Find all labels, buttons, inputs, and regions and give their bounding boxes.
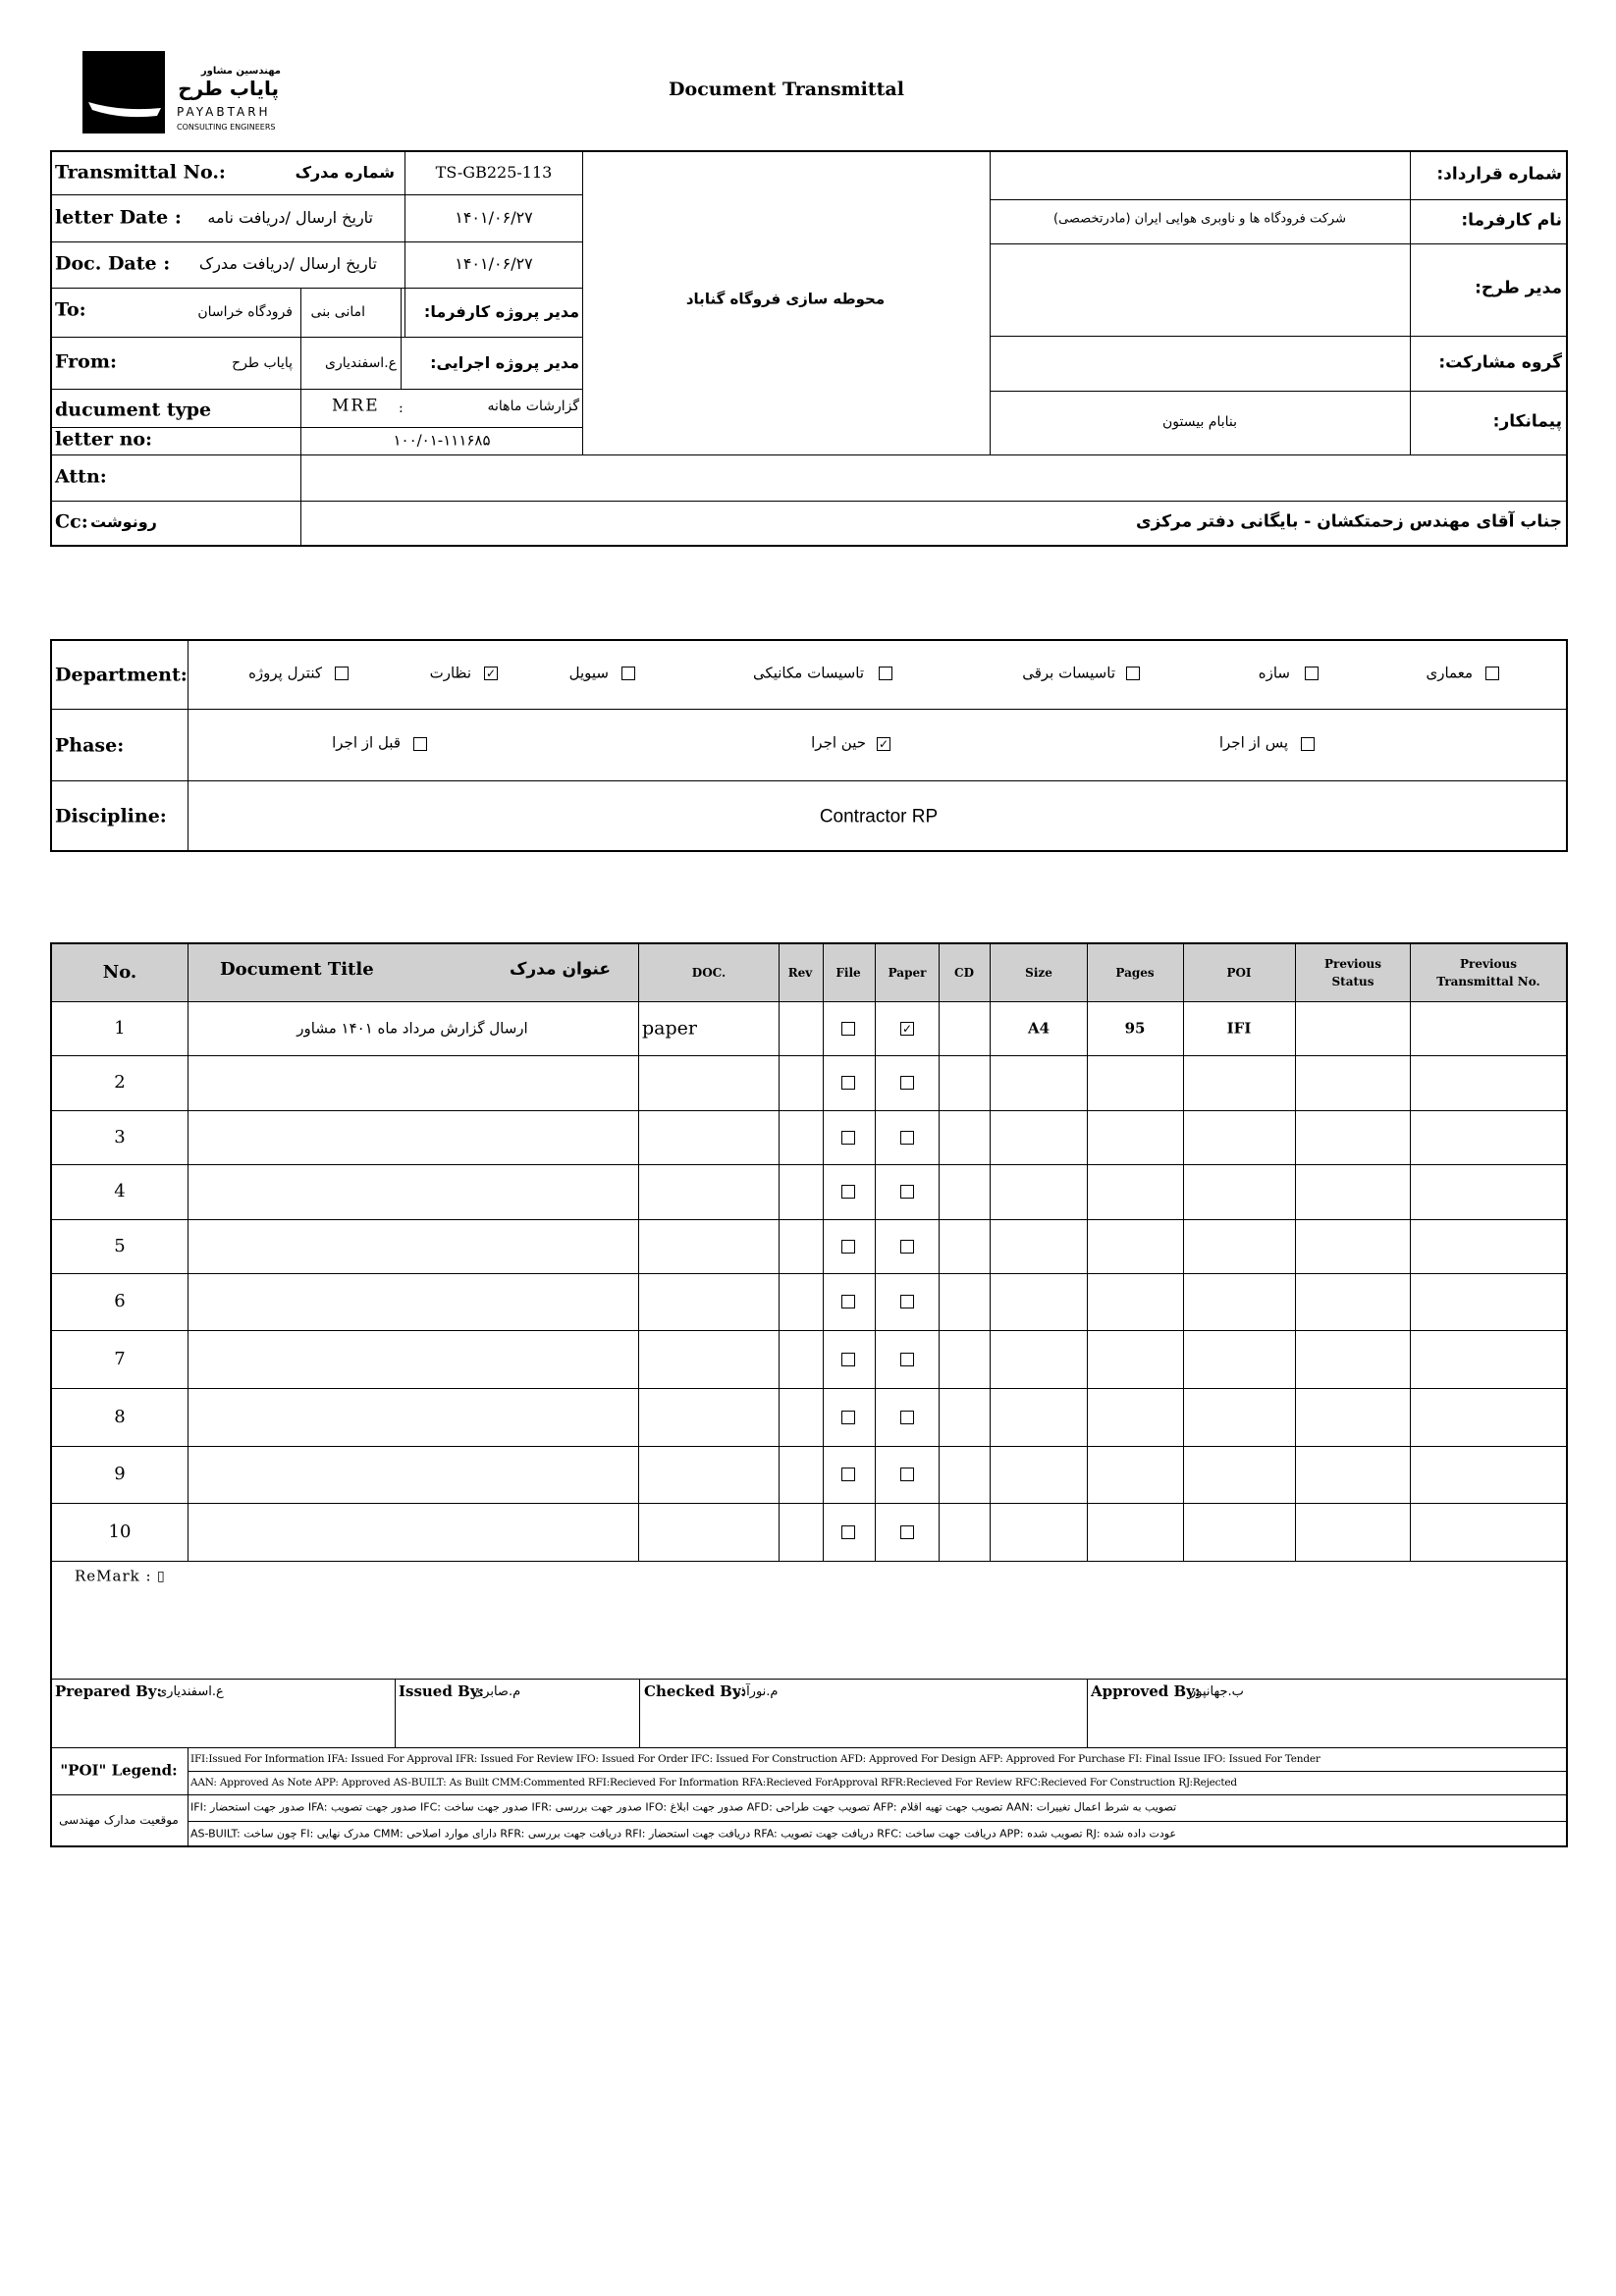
- row-size: A4: [1027, 1019, 1050, 1037]
- phase-checkbox-2[interactable]: [413, 737, 427, 751]
- department-option-label: معماری: [1426, 664, 1473, 682]
- department-option-label: نظارت: [429, 664, 471, 682]
- company-logo: [82, 51, 289, 133]
- fa-legend-line1: IFI: صدور جهت استحضار IFA: صدور جهت تصویب IFC: صدور جهت ساخت IFR: صدور جهت بررسی IFO: صدور جهت ابلاغ AFD: تصویب جهت طراحی AFP: تصویب جهت تهیه اقلام AAN: تصویب به شرط اعمال تغییرات: [190, 1800, 1177, 1814]
- department-option-label: تاسیسات مکانیکی: [752, 664, 864, 682]
- row-paper-checkbox[interactable]: [900, 1468, 914, 1481]
- attn-label: Attn:: [55, 465, 107, 488]
- col-prev-status-header-2: Status: [1331, 975, 1374, 988]
- department-checkbox-4[interactable]: [621, 667, 635, 680]
- prepared-label: Prepared By:: [55, 1682, 163, 1700]
- logo-en-line2: CONSULTING ENGINEERS: [177, 123, 276, 132]
- row-paper-checkbox[interactable]: [900, 1131, 914, 1145]
- phase-option-label: پس از اجرا: [1218, 733, 1288, 752]
- col-pages-header: Pages: [1115, 966, 1155, 980]
- logo-fa-line2: پایاب طرح: [178, 77, 279, 100]
- phase-checkbox-1[interactable]: ✓: [878, 737, 889, 751]
- row-no: 4: [114, 1181, 126, 1201]
- row-file-checkbox[interactable]: [841, 1411, 855, 1424]
- remark-label: ReMark :: [75, 1567, 152, 1585]
- row-paper-checkbox[interactable]: [900, 1076, 914, 1090]
- plan-manager-label: مدیر طرح:: [1475, 278, 1562, 298]
- row-file-checkbox[interactable]: [841, 1131, 855, 1145]
- aan-legend-line: AAN: Approved As Note APP: Approved AS-BUILT: As Built CMM:Commented RFI:Recieved For Information RFA:Recieved ForApproval RFR:Recieved For Review RFC:Recieved For Construction RJ:Rejected: [190, 1776, 1237, 1789]
- doc-date-label-fa: تاریخ ارسال /دریافت مدرک: [198, 254, 377, 273]
- row-doc: paper: [642, 1017, 697, 1039]
- row-file-checkbox[interactable]: [841, 1468, 855, 1481]
- issued-value: م.صابری: [473, 1684, 521, 1699]
- letter-no-label: letter no:: [55, 428, 153, 451]
- checked-label: Checked By:: [644, 1682, 747, 1700]
- row-file-checkbox[interactable]: [841, 1022, 855, 1036]
- to-label: To:: [55, 298, 86, 321]
- col-paper-header: Paper: [888, 966, 927, 980]
- department-checkbox-6[interactable]: [335, 667, 349, 680]
- row-file-checkbox[interactable]: [841, 1295, 855, 1308]
- contract-no-label: شماره قرارداد:: [1436, 164, 1562, 185]
- department-option-label: کنترل پروژه: [248, 664, 322, 682]
- from-label: From:: [55, 350, 117, 373]
- row-no: 10: [108, 1521, 132, 1542]
- contractor-label: پیمانکار:: [1492, 411, 1562, 432]
- discipline-value: Contractor RP: [819, 806, 939, 828]
- row-no: 8: [114, 1406, 126, 1427]
- doc-type-fa: گزارشات ماهانه: [487, 399, 579, 414]
- from-role: مدیر پروژه اجرایی:: [430, 353, 579, 372]
- col-rev-header: Rev: [787, 966, 813, 980]
- doc-type-code: MRE: [332, 396, 380, 416]
- from-person: ع.اسفندیاری: [325, 355, 397, 371]
- fa-legend-label: موقعیت مدارک مهندسی: [59, 1813, 179, 1827]
- row-file-checkbox[interactable]: [841, 1525, 855, 1539]
- department-checkbox-2[interactable]: [1126, 667, 1140, 680]
- letter-date-label: letter Date :: [55, 206, 182, 229]
- col-poi-header: POI: [1226, 966, 1252, 980]
- doc-date-label: Doc. Date :: [55, 252, 171, 275]
- logo-mark-icon: [82, 51, 165, 133]
- poi-legend-label: "POI" Legend:: [60, 1761, 178, 1780]
- row-no: 6: [114, 1291, 126, 1311]
- department-checkbox-3[interactable]: [879, 667, 892, 680]
- row-paper-checkbox[interactable]: [900, 1411, 914, 1424]
- row-pages: 95: [1124, 1019, 1146, 1037]
- issued-label: Issued By:: [399, 1682, 484, 1700]
- row-no: 7: [114, 1348, 126, 1369]
- partnership-label: گروه مشارکت:: [1438, 352, 1562, 373]
- prepared-value: ع.اسفندیاری: [157, 1684, 224, 1699]
- from-value: پایاب طرح: [232, 355, 293, 371]
- doc-date: ۱۴۰۱/۰۶/۲۷: [455, 254, 533, 273]
- phase-label: Phase:: [55, 734, 125, 757]
- col-no-header: No.: [102, 962, 137, 983]
- row-paper-checkbox[interactable]: [900, 1185, 914, 1199]
- row-file-checkbox[interactable]: [841, 1353, 855, 1366]
- approved-label: Approved By:: [1091, 1682, 1201, 1700]
- letter-no: ۱۰۰/۰۱-۱۱۱۶۸۵: [393, 431, 491, 450]
- approved-value: ب.جهانپور: [1190, 1684, 1244, 1699]
- row-file-checkbox[interactable]: [841, 1240, 855, 1254]
- row-no: 5: [114, 1235, 126, 1256]
- department-option-label: سیویل: [568, 664, 609, 682]
- remark-glyph: ▯: [157, 1569, 165, 1584]
- phase-checkbox-0[interactable]: [1301, 737, 1315, 751]
- transmittal-no: TS-GB225-113: [435, 163, 553, 182]
- cc-value: جناب آقای مهندس زحمتکشان - بایگانی دفتر مرکزی: [1136, 511, 1562, 532]
- poi-legend-line: IFI:Issued For Information IFA: Issued For Approval IFR: Issued For Review IFO: Issued For Order IFC: Issued For Construction AFD: Approved For Design AFP: Approved For Purchase FI: Final Issue IFO: Issued For Tender: [190, 1752, 1320, 1765]
- letter-date-label-fa: تاریخ ارسال /دریافت نامه: [207, 208, 373, 227]
- department-label: Department:: [55, 664, 188, 686]
- discipline-label: Discipline:: [55, 805, 167, 828]
- row-paper-checkbox[interactable]: ✓: [901, 1021, 913, 1036]
- row-no: 3: [114, 1126, 126, 1148]
- row-no: 1: [114, 1017, 126, 1039]
- transmittal-no-label: Transmittal No.:: [55, 161, 226, 184]
- logo-fa-line1: مهندسین مشاور: [200, 66, 281, 77]
- department-option-label: تاسیسات برقی: [1022, 664, 1115, 682]
- letter-date: ۱۴۰۱/۰۶/۲۷: [455, 208, 533, 227]
- col-cd-header: CD: [954, 966, 974, 980]
- employer-label: نام کارفرما:: [1461, 210, 1562, 231]
- contractor-value: بنابام بیستون: [1161, 414, 1238, 430]
- row-paper-checkbox[interactable]: [900, 1525, 914, 1539]
- to-person: امانی بنی: [310, 304, 365, 320]
- to-value: فرودگاه خراسان: [197, 304, 293, 320]
- col-prev-trans-header-2: Transmittal No.: [1436, 975, 1540, 988]
- department-checkbox-1[interactable]: [1305, 667, 1319, 680]
- row-paper-checkbox[interactable]: [900, 1353, 914, 1366]
- col-title-header: Document Title: [220, 959, 374, 980]
- department-checkbox-0[interactable]: [1485, 667, 1499, 680]
- row-title: ارسال گزارش مرداد ماه ۱۴۰۱ مشاور: [296, 1019, 528, 1037]
- phase-option-label: حین اجرا: [811, 733, 866, 752]
- transmittal-no-label-fa: شماره مدرک: [295, 163, 395, 182]
- doc-type-sep: :: [399, 400, 404, 416]
- row-no: 9: [114, 1464, 126, 1484]
- col-title-header-fa: عنوان مدرک: [509, 959, 611, 980]
- col-size-header: Size: [1025, 966, 1052, 980]
- department-checkbox-5[interactable]: ✓: [485, 667, 497, 680]
- checked-value: م.نورآذر: [734, 1684, 779, 1699]
- page-title: Document Transmittal: [669, 79, 904, 100]
- logo-en-line1: PAYABTARH: [177, 105, 271, 119]
- row-file-checkbox[interactable]: [841, 1076, 855, 1090]
- employer-value: شرکت فرودگاه ها و ناوبری هوایی ایران (مادرتخصصی): [1052, 211, 1347, 227]
- row-file-checkbox[interactable]: [841, 1185, 855, 1199]
- row-poi: IFI: [1226, 1019, 1252, 1037]
- phase-option-label: قبل از اجرا: [332, 733, 401, 752]
- col-prev-trans-header-1: Previous: [1460, 957, 1517, 971]
- row-paper-checkbox[interactable]: [900, 1240, 914, 1254]
- col-file-header: File: [835, 966, 861, 980]
- col-doc-header: DOC.: [691, 966, 727, 980]
- row-paper-checkbox[interactable]: [900, 1295, 914, 1308]
- cc-label-fa: رونوشت: [90, 512, 157, 531]
- cc-label: Cc:: [55, 510, 88, 533]
- doc-type-label: ducument type: [55, 399, 212, 421]
- col-prev-status-header-1: Previous: [1324, 957, 1381, 971]
- row-no: 2: [114, 1072, 126, 1093]
- project-name: محوطه سازی فروگاه گناباد: [685, 290, 886, 308]
- department-option-label: سازه: [1258, 664, 1290, 682]
- documents-table: [50, 942, 1568, 1847]
- fa-legend-line2: AS-BUILT: چون ساخت FI: مدرک نهایی CMM: دارای موارد اصلاحی RFR: دریافت جهت بررسی RFI: دریافت جهت استحضار RFA: دریافت جهت تصویب RFC: دریافت جهت ساخت APP: تصویب شده RJ: عودت داده شده: [190, 1827, 1177, 1841]
- to-role: مدیر پروژه کارفرما:: [423, 302, 579, 321]
